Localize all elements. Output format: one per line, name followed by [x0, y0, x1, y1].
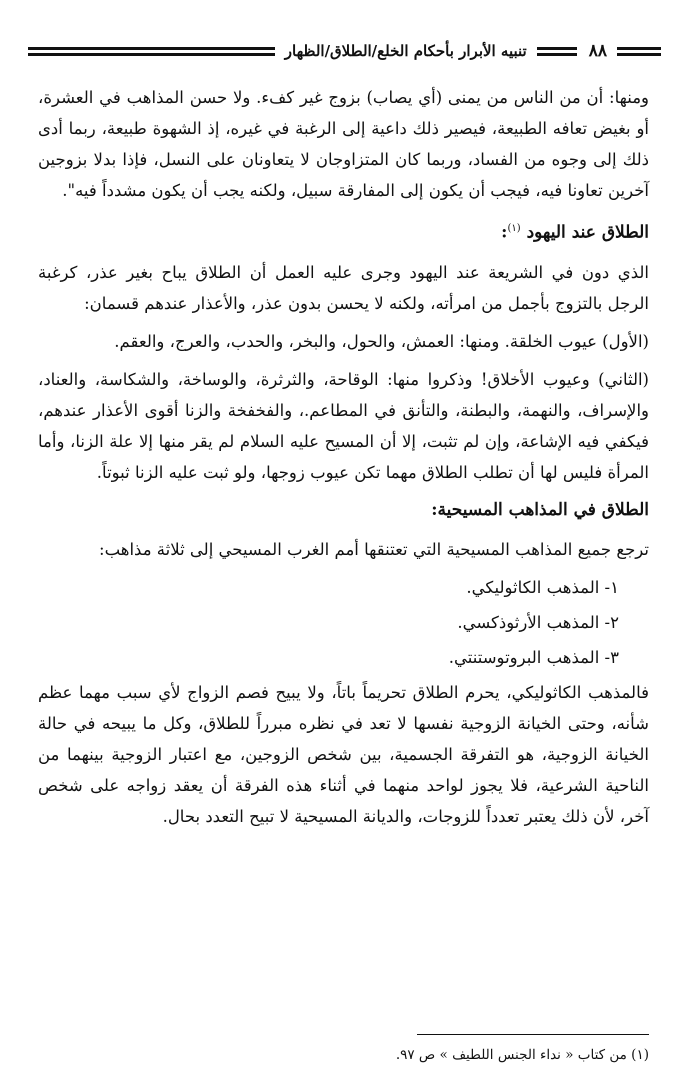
- section-heading-jews-title: الطلاق عند اليهود: [526, 222, 649, 243]
- paragraph-2: الذي دون في الشريعة عند اليهود وجرى عليه العمل أن الطلاق يباح بغير عذر، كرغبة الرجل بالتزوج بأجمل من امرأته، ولكنه لا يحسن بدون عذر، والأعذار عندهم قسمان:: [38, 262, 649, 313]
- section-heading-jews: [38, 213, 649, 249]
- paragraph-4: (الثاني) وعيوب الأخلاق! وذكروا منها: الوقاحة، والثرثرة، والوساخة، والشكاسة، والعناد، والإسراف، والنهمة، والبطنة، والتأنق في المطاعم.، والفخفخة والزنا أقوى الأعذار عندهم، فيكفي فيه الإشاعة، وإن لم تثبت، إلا أن المسيح عليه السلام لم يقر منها إلا علة الزنا، وأما المرأة فليس لها أن تطلب الطلاق مهما تكن عيوب زوجها، ولو ثبت عليه الزنا ثبوتاً.: [38, 369, 649, 482]
- list-item: ٣- المذهب البروتوستنتي.: [448, 647, 619, 667]
- page-body: [38, 82, 649, 839]
- section-heading-christian: الطلاق في المذاهب المسيحية:: [431, 499, 649, 520]
- paragraph-1: ومنها: أن من الناس من يمنى (أي يصاب) بزوج غير كفء. ولا حسن المذاهب في العشرة، أو بغيض تعافه الطبيعة، فيصير ذلك داعية إلى الرغبة في غيره، إذ الشهوة طبيعة، ربما أدى ذلك إلى وجوه من الفساد، وربما كان المتزاوجان لا يتعاونان على النسل، فإذا بدلا بزوجين آخرين تعاونا فيه، فيجب أن يكون إلى المفارقة سبيل، ولكنه يجب أن يكون مشدداً فيه".: [38, 88, 649, 200]
- list-item: ٢- المذهب الأرثوذكسي.: [457, 612, 619, 632]
- header-rule-right: [617, 47, 661, 56]
- page-number: ٨٨: [588, 41, 607, 61]
- header-rule-middle-right: [537, 47, 577, 56]
- header-rule-left: [28, 47, 275, 56]
- paragraph-6: فالمذهب الكاثوليكي، يحرم الطلاق تحريماً باتاً، ولا يبيح فصم الزواج لأي سبب مهما عظم شأنه، وحتى الخيانة الزوجية نفسها لا تعد في نظره مبرراً للطلاق، وكل ما يبيحه في حالة الخيانة الزوجية، هو التفرقة الجسمية، بين شخص الزوجين، مع اعتبار الزوجية بينهما من الناحية الشرعية، فلا يجوز لواحد منهما في أثناء هذه الفرقة أن يعقد زواجه على شخص آخر، لأن ذلك يعتبر تعدداً للزوجات، والديانة المسيحية لا تبيح التعدد بحال.: [38, 682, 649, 826]
- footnote-divider: [417, 1034, 649, 1035]
- list-item: ١- المذهب الكاثوليكي.: [466, 577, 619, 597]
- footnote: (١) من كتاب « نداء الجنس اللطيف » ص ٩٧.: [395, 1047, 649, 1063]
- section-heading-jews-colon: :: [501, 222, 508, 243]
- running-title: تنبيه الأبرار بأحكام الخلع/الطلاق/الظهار: [284, 42, 527, 60]
- paragraph-3: (الأول) عيوب الخلقة. ومنها: العمش، والحول، والبخر، والحدب، والعرج، والعقم.: [114, 331, 649, 351]
- footnote-reference: (١): [507, 223, 521, 234]
- page-header: [28, 36, 661, 66]
- paragraph-5: ترجع جميع المذاهب المسيحية التي تعتنقها أمم الغرب المسيحي إلى ثلاثة مذاهب:: [99, 539, 649, 559]
